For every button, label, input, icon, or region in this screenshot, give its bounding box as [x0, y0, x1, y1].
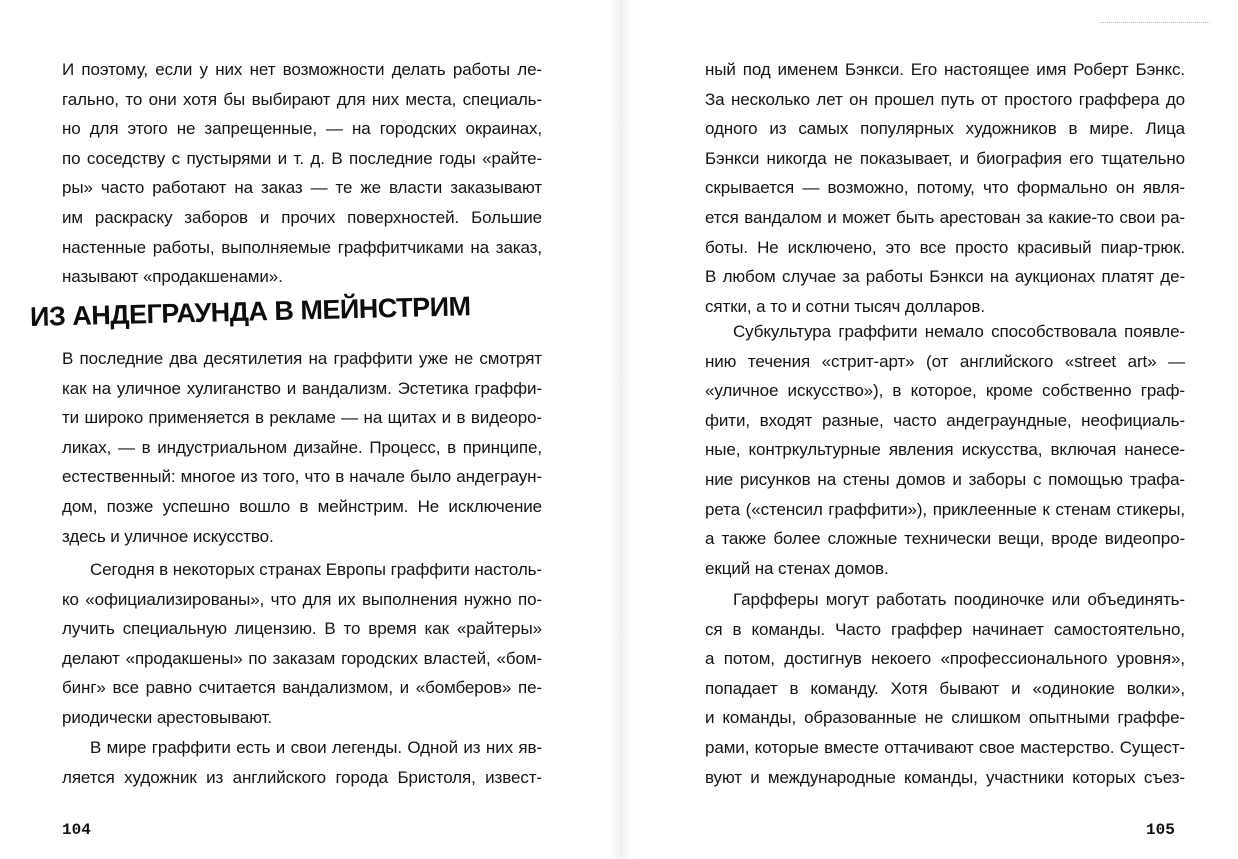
- text-line: «уличное искусство»), в которое, кроме собственно граф-: [705, 381, 1185, 401]
- text-line: И поэтому, если у них нет возможности делать работы ле-: [62, 60, 542, 79]
- text-line: попадает в команду. Хотя бывают и «одинокие волки»,: [705, 678, 1185, 698]
- left-paragraph-2: [62, 344, 542, 551]
- text-line: екций на стенах домов.: [705, 558, 889, 578]
- text-line: вуют и международные команды, участники которых съез-: [705, 767, 1185, 787]
- text-line: одного из самых популярных художников в мире. Лица: [705, 119, 1185, 139]
- text-line: ляется художник из английского города Бристоля, извест-: [62, 767, 542, 787]
- text-line: называют «продакшенами».: [62, 267, 283, 287]
- text-line: ко «официализированы», что для их выполнения нужно по-: [62, 589, 542, 609]
- text-line: фити, входят разные, часто андеграундные, неофициаль-: [705, 410, 1185, 430]
- page-number-left: 104: [62, 821, 91, 839]
- page-number-right: 105: [1146, 821, 1175, 839]
- right-paragraph-1: [705, 55, 1185, 321]
- right-paragraph-2: [705, 317, 1185, 583]
- text-line: Гарфферы могут работать поодиночке или объединять-: [733, 590, 1185, 609]
- text-line: ние рисунков на стены домов и заборы с помощью трафа-: [705, 469, 1185, 489]
- text-line: а также более сложные технически вещи, вроде видеопро-: [705, 529, 1185, 549]
- text-line: Бэнкси никогда не показывает, и биография его тщательно: [705, 148, 1185, 168]
- text-line: ти широко применяется в рекламе — на щитах и в видеоро-: [62, 408, 542, 428]
- text-line: рета («стенсил граффити»), приклеенные к стенам стикеры,: [705, 499, 1185, 519]
- text-line: бинг» все равно считается вандализмом, и «бомберов» пе-: [62, 678, 542, 698]
- text-line: а потом, достигнув некоего «профессионального уровня»,: [705, 649, 1185, 669]
- text-line: но для этого не запрещенные, — на городских окраинах,: [62, 119, 542, 139]
- section-heading: ИЗ АНДЕГРАУНДА В МЕЙНСТРИМ: [29, 291, 471, 332]
- text-line: естественный: многое из того, что в начале было андеграун-: [62, 467, 542, 487]
- text-line: настенные работы, выполняемые граффитчиками на заказ,: [62, 237, 542, 257]
- left-paragraph-4: [62, 733, 542, 792]
- text-line: В последние два десятилетия на граффити уже не смотрят: [62, 349, 542, 368]
- text-line: сятки, а то и сотни тысяч долларов.: [705, 296, 985, 316]
- text-line: ры» часто работают на заказ — те же власти заказывают: [62, 178, 542, 198]
- right-paragraph-3: [705, 585, 1185, 792]
- text-line: ся в команды. Часто граффер начинает самостоятельно,: [705, 619, 1185, 639]
- text-line: В мире граффити есть и свои легенды. Одной из них яв-: [90, 738, 542, 757]
- text-line: по соседству с пустырями и т. д. В последние годы «райте-: [62, 148, 542, 168]
- text-line: боты. Не исключено, это все просто красивый пиар-трюк.: [705, 237, 1185, 257]
- right-page: [640, 0, 1238, 859]
- text-line: как на уличное хулиганство и вандализм. Эстетика граффи-: [62, 378, 542, 398]
- text-line: гально, то они хотя бы выбирают для них места, специаль-: [62, 89, 542, 109]
- book-gutter: [608, 0, 634, 859]
- text-line: скрывается — возможно, потому, что формально он явля-: [705, 178, 1185, 198]
- text-line: ные, контркультурные явления искусства, включая нанесе-: [705, 440, 1185, 460]
- text-line: и команды, образованные не слишком опытными граффе-: [705, 708, 1185, 728]
- text-line: нию течения «стрит-арт» (от английского «street art» —: [705, 351, 1185, 371]
- text-line: им раскраску заборов и прочих поверхностей. Большие: [62, 207, 542, 227]
- text-line: лучить специальную лицензию. В то время как «райтеры»: [62, 619, 542, 639]
- text-line: ный под именем Бэнкси. Его настоящее имя Роберт Бэнкс.: [705, 60, 1185, 79]
- scan-mark: [1100, 22, 1210, 27]
- text-line: делают «продакшены» по заказам городских властей, «бом-: [62, 648, 542, 668]
- text-line: За несколько лет он прошел путь от простого граффера до: [705, 89, 1185, 109]
- text-line: дом, позже успешно вошло в мейнстрим. Не исключение: [62, 496, 542, 516]
- text-line: Субкультура граффити немало способствовала появле-: [733, 322, 1185, 341]
- text-line: здесь и уличное искусство.: [62, 526, 274, 546]
- text-line: ликах, — в индустриальном дизайне. Процесс, в принципе,: [62, 437, 542, 457]
- text-line: ется вандалом и может быть арестован за какие-то свои ра-: [705, 207, 1185, 227]
- text-line: рами, которые вместе оттачивают свое мастерство. Сущест-: [705, 737, 1185, 757]
- left-paragraph-3: [62, 555, 542, 733]
- text-line: риодически арестовывают.: [62, 707, 272, 727]
- left-page: [0, 0, 600, 859]
- text-line: Сегодня в некоторых странах Европы граффити настоль-: [90, 560, 542, 579]
- text-line: В любом случае за работы Бэнкси на аукционах платят де-: [705, 267, 1185, 287]
- left-paragraph-1: [62, 55, 542, 292]
